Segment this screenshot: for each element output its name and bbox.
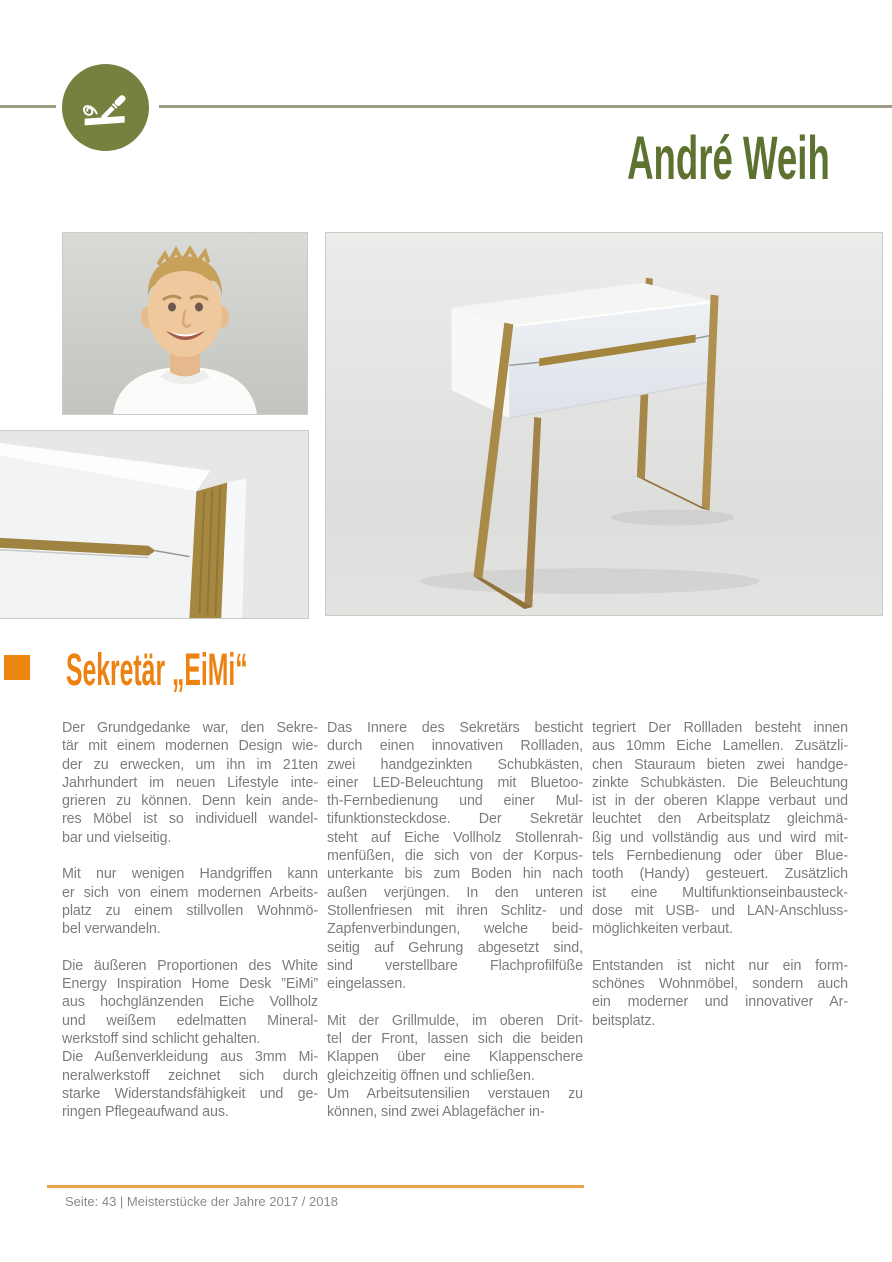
footer-rule bbox=[47, 1185, 584, 1188]
text-line: bar und vielseitig. bbox=[62, 829, 172, 846]
text-line: eingelassen. bbox=[327, 976, 407, 993]
paragraph bbox=[592, 957, 848, 1030]
text-line: Die Außenverkleidung aus 3mm Mi- bbox=[62, 1049, 318, 1066]
portrait-illustration bbox=[63, 233, 307, 414]
paragraph bbox=[592, 719, 848, 939]
text-line: Der Grundgedanke war, den Sekre- bbox=[62, 720, 318, 736]
page-footer-text: Seite: 43 | Meisterstücke der Jahre 2017 / 2018 bbox=[65, 1194, 338, 1209]
text-line: ein moderner und innovativer Ar- bbox=[592, 994, 848, 1011]
paragraph bbox=[327, 1012, 583, 1085]
author-name-heading bbox=[492, 124, 830, 192]
text-line: th-Fernbedienung und einer Mul- bbox=[327, 793, 583, 810]
text-line: grieren zu können. Denn kein ande- bbox=[62, 793, 318, 810]
text-line: ist in der oberen Klappe verbaut und bbox=[592, 793, 848, 810]
text-line: schönes Wohnmöbel, sondern auch bbox=[592, 976, 848, 993]
section-marker-square bbox=[4, 655, 30, 680]
text-line: Mit nur wenigen Handgriffen kann bbox=[62, 866, 318, 883]
text-line: tegriert Der Rollladen besteht innen bbox=[592, 720, 848, 736]
text-column-1 bbox=[62, 719, 318, 1122]
text-column-2 bbox=[327, 719, 583, 1122]
text-line: Stollenfriesen mit ihren Schlitz- und bbox=[327, 902, 583, 919]
text-line: er sich von einem modernen Arbeits- bbox=[62, 884, 318, 901]
text-line: starke Widerstandsfähigkeit und ge- bbox=[62, 1085, 318, 1102]
text-line: aus hochglänzenden Eiche Vollholz bbox=[62, 994, 318, 1011]
text-line: seitig auf Gehrung abgesetzt sind, bbox=[327, 939, 583, 956]
desk-corner-detail-photo bbox=[0, 430, 309, 619]
text-line: tel der Front, lassen sich die beiden bbox=[327, 1031, 583, 1048]
text-line: außen verjüngen. In den unteren bbox=[327, 884, 583, 901]
author-portrait-photo bbox=[62, 232, 308, 415]
header-rule-right bbox=[159, 105, 892, 108]
text-line: bel verwandeln. bbox=[62, 921, 161, 938]
text-line: ist eine Multifunktionseinbausteck- bbox=[592, 884, 848, 901]
text-line: können, sind zwei Ablagefächer in- bbox=[327, 1104, 545, 1121]
secretary-desk-photo bbox=[325, 232, 883, 616]
text-line: neralwerkstoff zeichnet sich durch bbox=[62, 1067, 318, 1084]
text-line: der zu erwecken, um ihn im 21ten bbox=[62, 756, 318, 773]
text-line: tifunktionsteckdose. Der Sekretär bbox=[327, 811, 583, 828]
text-line: unterkante bis zum Boden hin nach bbox=[327, 866, 583, 883]
text-line: Zapfenverbindungen, welche beid- bbox=[327, 921, 583, 938]
text-line: dose mit USB- und LAN-Anschluss- bbox=[592, 902, 848, 919]
paragraph bbox=[62, 1048, 318, 1121]
text-line: steht auf Eiche Vollholz Stollenrah- bbox=[327, 829, 583, 846]
text-line: res Möbel ist so individuell wandel- bbox=[62, 811, 318, 828]
text-line: Das Innere des Sekretärs besticht bbox=[327, 720, 583, 736]
text-line: ßig und vollständig aus und wird mit- bbox=[592, 829, 848, 846]
text-line: ringen Pflegeaufwand aus. bbox=[62, 1104, 229, 1121]
text-line: aus 10mm Eiche Lamellen. Zusätzli- bbox=[592, 738, 848, 755]
chisel-wood-shaving-icon bbox=[76, 78, 136, 138]
text-line: Die äußeren Proportionen des White bbox=[62, 957, 318, 974]
text-line: Energy Inspiration Home Desk ”EiMi” bbox=[62, 976, 318, 993]
corner-detail-illustration bbox=[0, 431, 308, 618]
text-line: platz zu einem stillvollen Wohnmö- bbox=[62, 902, 318, 919]
text-line: und weißem edelmatten Mineral- bbox=[62, 1012, 318, 1029]
paragraph bbox=[62, 957, 318, 1048]
text-line: tär mit einem modernen Design wie- bbox=[62, 738, 318, 755]
text-line: beitsplatz. bbox=[592, 1012, 656, 1029]
text-line: zinkte Schubkästen. Die Beleuchtung bbox=[592, 774, 848, 791]
paragraph bbox=[327, 1085, 583, 1122]
text-line: gleichzeitig öffnen und schließen. bbox=[327, 1067, 535, 1084]
text-line: Klappen über eine Klappenschere bbox=[327, 1049, 583, 1066]
woodworking-logo bbox=[62, 64, 149, 151]
paragraph bbox=[327, 719, 583, 993]
text-column-3 bbox=[592, 719, 848, 1122]
author-name-text: André Weih bbox=[627, 124, 830, 192]
section-title bbox=[66, 644, 396, 695]
text-line: zwei handgezinkten Schubkästen, bbox=[327, 756, 583, 773]
text-line: Um Arbeitsutensilien verstauen zu bbox=[327, 1085, 583, 1102]
section-title-text: Sekretär „EiMi“ bbox=[66, 644, 248, 695]
paragraph bbox=[62, 865, 318, 938]
desk-illustration bbox=[326, 233, 882, 615]
text-line: chen Stauraum bieten zwei handge- bbox=[592, 756, 848, 773]
article-text bbox=[62, 719, 848, 1122]
text-line: sind verstellbare Flachprofilfüße bbox=[327, 957, 583, 974]
text-line: menfüßen, die sich von der Korpus- bbox=[327, 848, 583, 865]
text-line: werkstoff sind schlicht gehalten. bbox=[62, 1031, 261, 1048]
text-line: durch einen innovativen Rollladen, bbox=[327, 738, 583, 755]
text-line: einer LED-Beleuchtung mit Bluetoo- bbox=[327, 774, 583, 791]
text-line: möglichkeiten verbaut. bbox=[592, 921, 733, 938]
text-line: tooth (Handy) gesteuert. Zusätzlich bbox=[592, 866, 848, 883]
text-line: tels Fernbedienung oder über Blue- bbox=[592, 848, 848, 865]
text-line: Jahrhundert im neuen Lifestyle inte- bbox=[62, 774, 318, 791]
paragraph bbox=[62, 719, 318, 847]
text-line: Entstanden ist nicht nur ein form- bbox=[592, 957, 848, 974]
text-line: Mit der Grillmulde, im oberen Drit- bbox=[327, 1012, 583, 1029]
text-line: leuchtet den Arbeitsplatz gleichmä- bbox=[592, 811, 848, 828]
header-rule-left bbox=[0, 105, 56, 108]
